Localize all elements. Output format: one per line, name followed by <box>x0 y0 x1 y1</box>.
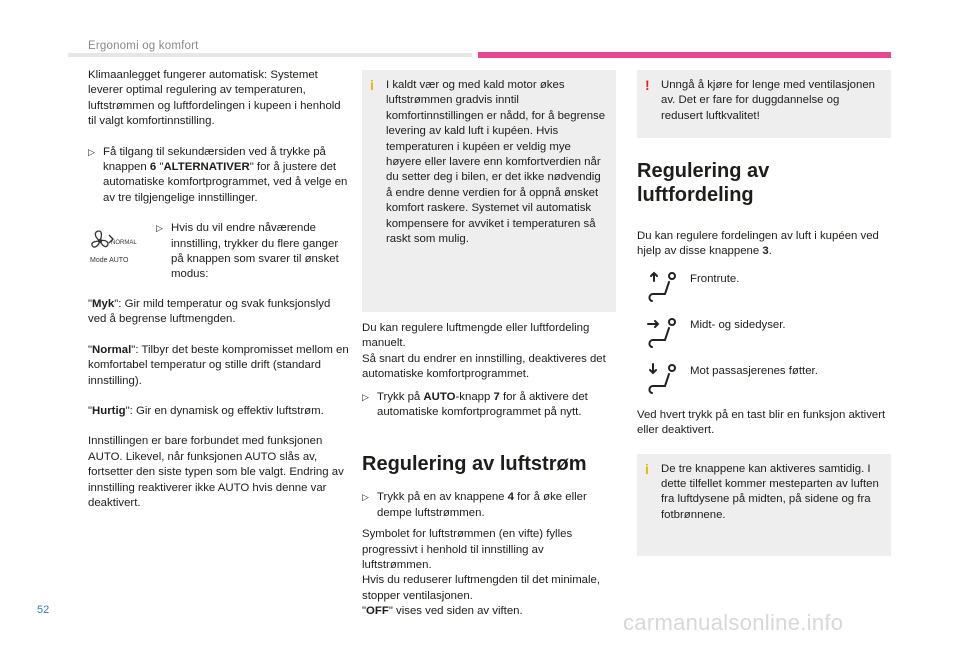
heading-distribution: Regulering av luftfordeling <box>637 160 770 206</box>
distribution-item-windscreen <box>637 270 891 316</box>
manual-paragraph: Du kan regulere luftmengde eller luftfordeling manuelt. <box>362 322 590 350</box>
heading-airflow: Regulering av luftstrøm <box>362 453 587 476</box>
windscreen-airflow-icon <box>645 270 679 306</box>
header-accent-bar <box>478 52 891 58</box>
bullet-alternatives: ▷ Få tilgang til sekundærsiden ved å trykke på knappen 6 "ALTERNATIVER" for å justere det automatiske komfortprogrammet, ved å velge en av tre tilgjengelige innstillinger. <box>88 145 348 204</box>
watermark: carmanualsonline.info <box>623 610 844 635</box>
page-number: 52 <box>37 604 50 616</box>
mode-auto-icon <box>88 227 140 269</box>
column-left <box>88 68 350 526</box>
bullet-marker-icon: ▷ <box>156 223 163 234</box>
bullet-marker-icon: ▷ <box>362 492 369 503</box>
off-paragraph: "OFF" vises ved siden av viften. <box>362 605 523 618</box>
info-icon: i <box>370 77 374 93</box>
info-box-simultaneous: i De tre knappene kan aktiveres samtidig. I dette tilfellet kommer mesteparten av luften fra luftdysene på midten, på sidene og fra fotbrønnene. <box>637 454 891 556</box>
bullet-auto-reactivate: ▷ Trykk på AUTO-knapp 7 for å aktivere det automatiske komfortprogrammet på nytt. <box>362 390 588 419</box>
bullet-airflow-buttons: ▷ Trykk på en av knappene 4 for å øke eller dempe luftstrømmen. <box>362 491 587 519</box>
footwell-airflow-icon <box>645 362 679 398</box>
deactivate-paragraph: Så snart du endrer en innstilling, deaktiveres det automatiske komfortprogrammet. <box>362 352 606 381</box>
column-middle <box>362 70 616 620</box>
outro-paragraph: Innstillingen er bare forbundet med funksjonen AUTO. Likevel, når funksjonen AUTO slås av, fortsetter den siste typen som ble valgt. Endring av innstilling reaktiverer ikke AUTO hvis denne var deaktivert. <box>88 435 344 509</box>
info-icon: i <box>645 460 649 477</box>
mode-auto-label: Mode AUTO <box>90 257 129 265</box>
column-right <box>637 70 891 556</box>
mode-normal: "Normal": Tilbyr det beste kompromisset mellom en komfortabel temperatur og stille drift (standard innstilling). <box>88 343 349 387</box>
warning-box-ventilation: ! Unngå å kjøre for lenge med ventilasjonen av. Det er fare for duggdannelse og redusert luftkvalitet! <box>637 70 891 138</box>
minimum-paragraph: Hvis du reduserer luftmengden til det minimale, stopper ventilasjonen. <box>362 574 601 602</box>
distribution-label: Midt- og sidedyser. <box>690 318 786 331</box>
distribution-item-footwell <box>637 362 891 408</box>
intro-paragraph: Klimaanlegget fungerer automatisk: Systemet leverer optimal regulering av temperaturen, luftstrømmen og luftfordelingen i kupeen i henhold til valgt komfortinnstilling. <box>88 69 341 128</box>
distribution-intro: Du kan regulere fordelingen av luft i kupéen ved hjelp av disse knappene 3. <box>637 230 879 258</box>
distribution-item-vents <box>637 316 891 362</box>
bullet-change-mode: ▷ Hvis du vil endre nåværende innstilling, trykker du flere ganger på knappen som svarer til ønsket modus: <box>156 222 339 281</box>
center-vents-airflow-icon <box>645 316 679 352</box>
mode-auto-row <box>88 221 350 283</box>
info-box-cold-weather: i I kaldt vær og med kald motor økes luftstrømmen gradvis inntil komfortinnstillingen er nådd, for å begrense levering av kald luft i kupéen. Hvis temperaturen i kupéen er veldig mye høyere eller lavere enn komfortverdien når du setter deg i bilen, er det ikke nødvendig å endre denne verdien for å oppnå ønsket komfort raskere. Systemet vil automatisk kompensere for avviket i temperaturen så raskt som mulig. <box>362 70 616 312</box>
normal-mini-label: NORMAL <box>111 240 137 247</box>
distribution-label: Mot passasjerenes føtter. <box>690 364 818 377</box>
distribution-label: Frontrute. <box>690 272 740 285</box>
bullet-marker-icon: ▷ <box>88 146 95 157</box>
bullet-marker-icon: ▷ <box>362 391 369 402</box>
fan-icon <box>88 227 140 257</box>
header-rule <box>68 53 472 57</box>
mode-hurtig: "Hurtig": Gir en dynamisk og effektiv luftstrøm. <box>88 404 324 417</box>
toggle-paragraph: Ved hvert trykk på en tast blir en funksjon aktivert eller deaktivert. <box>637 408 886 437</box>
section-title: Ergonomi og komfort <box>88 40 199 52</box>
mode-myk: "Myk": Gir mild temperatur og svak funksjonslyd ved å begrense luftmengden. <box>88 297 331 326</box>
fan-symbol-paragraph: Symbolet for luftstrømmen (en vifte) fylles progressivt i henhold til innstilling av luftstrømmen. <box>362 528 573 572</box>
warning-icon: ! <box>645 77 650 93</box>
